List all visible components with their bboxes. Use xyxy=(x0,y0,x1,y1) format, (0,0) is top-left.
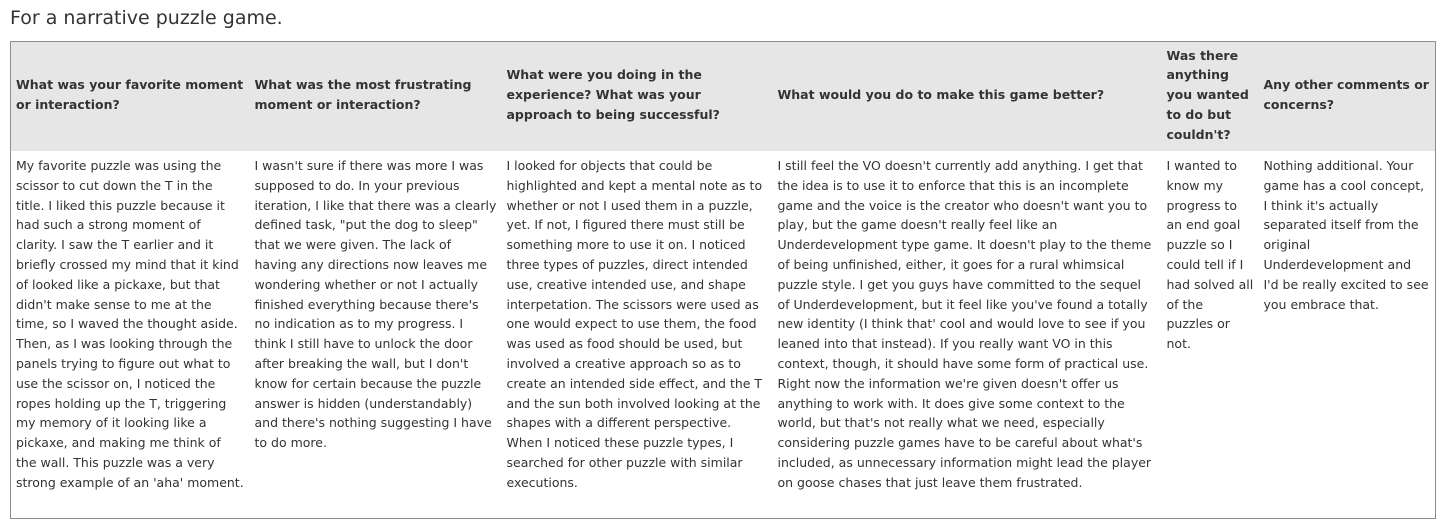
cell-wanted-to-do: I wanted to know my progress to an end goal puzzle so I could tell if I had solved all of the puzzles or not. xyxy=(1166,158,1254,352)
cell-other-comments: Nothing additional. Your game has a cool concept, I think it's actually separated itself from the original Underdevelopment and I'd be really excited to see you embrace that. xyxy=(1263,158,1429,312)
header-most-frustrating: What was the most frustrating moment or interaction? xyxy=(250,42,502,152)
header-approach: What were you doing in the experience? What was your approach to being successful? xyxy=(502,42,773,152)
header-make-better: What would you do to make this game better? xyxy=(773,42,1162,152)
table-row xyxy=(11,151,1436,519)
header-wanted-to-do: Was there anything you wanted to do but couldn't? xyxy=(1162,42,1259,152)
feedback-table xyxy=(10,41,1436,519)
table-body xyxy=(11,151,1436,519)
cell-make-better: I still feel the VO doesn't currently add anything. I get that the idea is to use it to enforce that this is an incomplete game and the voice is the creator who doesn't want you to play, but the game doesn't really feel like an Underdevelopment type game. It doesn't play to the theme of being unfinished, either, it goes for a rural whimsical puzzle style. I get you guys have committed to the sequel of Underdevelopment, but it feel like you've found a totally new identity (I think that' cool and would love to see if you leaned into that instead). If you really want VO in this context, though, it should have some form of practical use. Right now the information we're given doesn't offer us anything to work with. It does give some context to the world, but that's not really what we need, especially considering puzzle games have to be careful about what's included, as unnecessary information might lead the player on goose chases that just leave them frustrated. xyxy=(777,158,1152,490)
table-header xyxy=(11,42,1436,152)
cell-favorite-moment: My favorite puzzle was using the scissor to cut down the T in the title. I liked this puzzle because it had such a strong moment of clarity. I saw the T earlier and it briefly crossed my mind that it kind of looked like a pickaxe, but that didn't make sense to me at the time, so I waved the thought aside. Then, as I was looking through the panels trying to figure out what to use the scissor on, I noticed the ropes holding up the T, triggering my memory of it looking like a pickaxe, and making me think of the wall. This puzzle was a very strong example of an 'aha' moment. xyxy=(16,158,244,490)
cell-approach: I looked for objects that could be highlighted and kept a mental note as to whether or not I used them in a puzzle, yet. If not, I figured there must still be something more to use it on. I noticed three types of puzzles, direct intended use, creative intended use, and shape interpetation. The scissors were used as one would expect to use them, the food was used as food should be used, but involved a creative approach so as to create an intended side effect, and the T and the sun both involved looking at the shapes with a different perspective. When I noticed these puzzle types, I searched for other puzzle with similar executions. xyxy=(506,158,763,490)
header-favorite-moment: What was your favorite moment or interaction? xyxy=(11,42,250,152)
page-heading: For a narrative puzzle game. xyxy=(10,7,283,29)
cell-most-frustrating: I wasn't sure if there was more I was supposed to do. In your previous iteration, I like that there was a clearly defined task, "put the dog to sleep" that we were given. The lack of having any directions now leaves me wondering whether or not I actually finished everything because there's no indication as to my progress. I think I still have to unlock the door after breaking the wall, but I don't know for certain because the puzzle answer is hidden (understandably) and there's nothing suggesting I have to do more. xyxy=(254,158,497,451)
header-row xyxy=(11,42,1436,152)
header-other-comments: Any other comments or concerns? xyxy=(1259,42,1436,152)
